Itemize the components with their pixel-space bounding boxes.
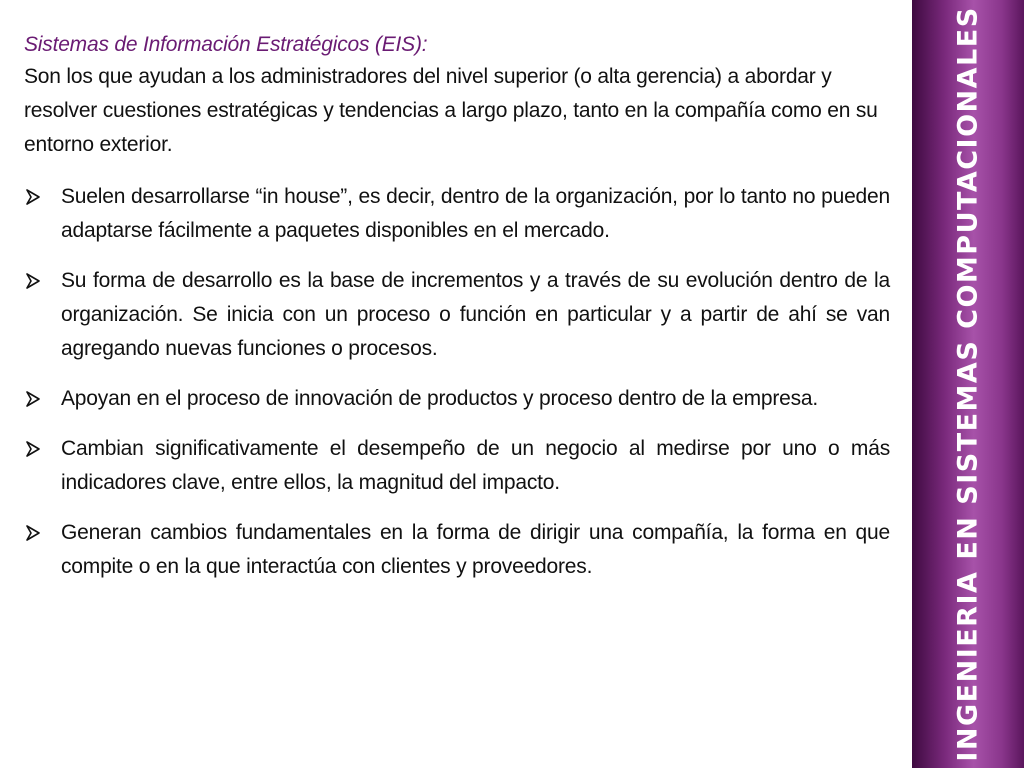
slide-content bbox=[24, 30, 890, 600]
bullet-list bbox=[24, 180, 890, 584]
slide-heading: Sistemas de Información Estratégicos (EIS): bbox=[24, 33, 428, 56]
sidebar-banner bbox=[912, 0, 1024, 768]
arrowhead-bullet-icon bbox=[26, 432, 44, 466]
sidebar-title: INGENIERIA EN SISTEMAS COMPUTACIONALES bbox=[952, 6, 984, 762]
arrowhead-bullet-icon bbox=[26, 516, 44, 550]
bullet-item bbox=[24, 516, 890, 584]
bullet-item bbox=[24, 382, 890, 416]
arrowhead-bullet-icon bbox=[26, 382, 44, 416]
arrowhead-bullet-icon bbox=[26, 180, 44, 214]
bullet-text: Cambian significativamente el desempeño de un negocio al medirse por uno o más indicadores clave, entre ellos, la magnitud del impacto. bbox=[61, 437, 890, 494]
bullet-item bbox=[24, 264, 890, 366]
bullet-text: Generan cambios fundamentales en la forma de dirigir una compañía, la forma en que compite o en la que interactúa con clientes y proveedores. bbox=[61, 521, 890, 578]
bullet-text: Apoyan en el proceso de innovación de productos y proceso dentro de la empresa. bbox=[61, 387, 819, 410]
intro-paragraph: Son los que ayudan a los administradores del nivel superior (o alta gerencia) a abordar y resolver cuestiones estratégicas y tendencias a largo plazo, tanto en la compañía como en su entorno exterior. bbox=[24, 65, 878, 156]
bullet-text: Suelen desarrollarse “in house”, es decir, dentro de la organización, por lo tanto no pueden adaptarse fácilmente a paquetes disponibles en el mercado. bbox=[61, 185, 890, 242]
bullet-text: Su forma de desarrollo es la base de incrementos y a través de su evolución dentro de la organización. Se inicia con un proceso o función en particular y a partir de ahí se van agregando nuevas funciones o procesos. bbox=[61, 269, 890, 360]
bullet-item bbox=[24, 432, 890, 500]
bullet-item bbox=[24, 180, 890, 248]
arrowhead-bullet-icon bbox=[26, 264, 44, 298]
